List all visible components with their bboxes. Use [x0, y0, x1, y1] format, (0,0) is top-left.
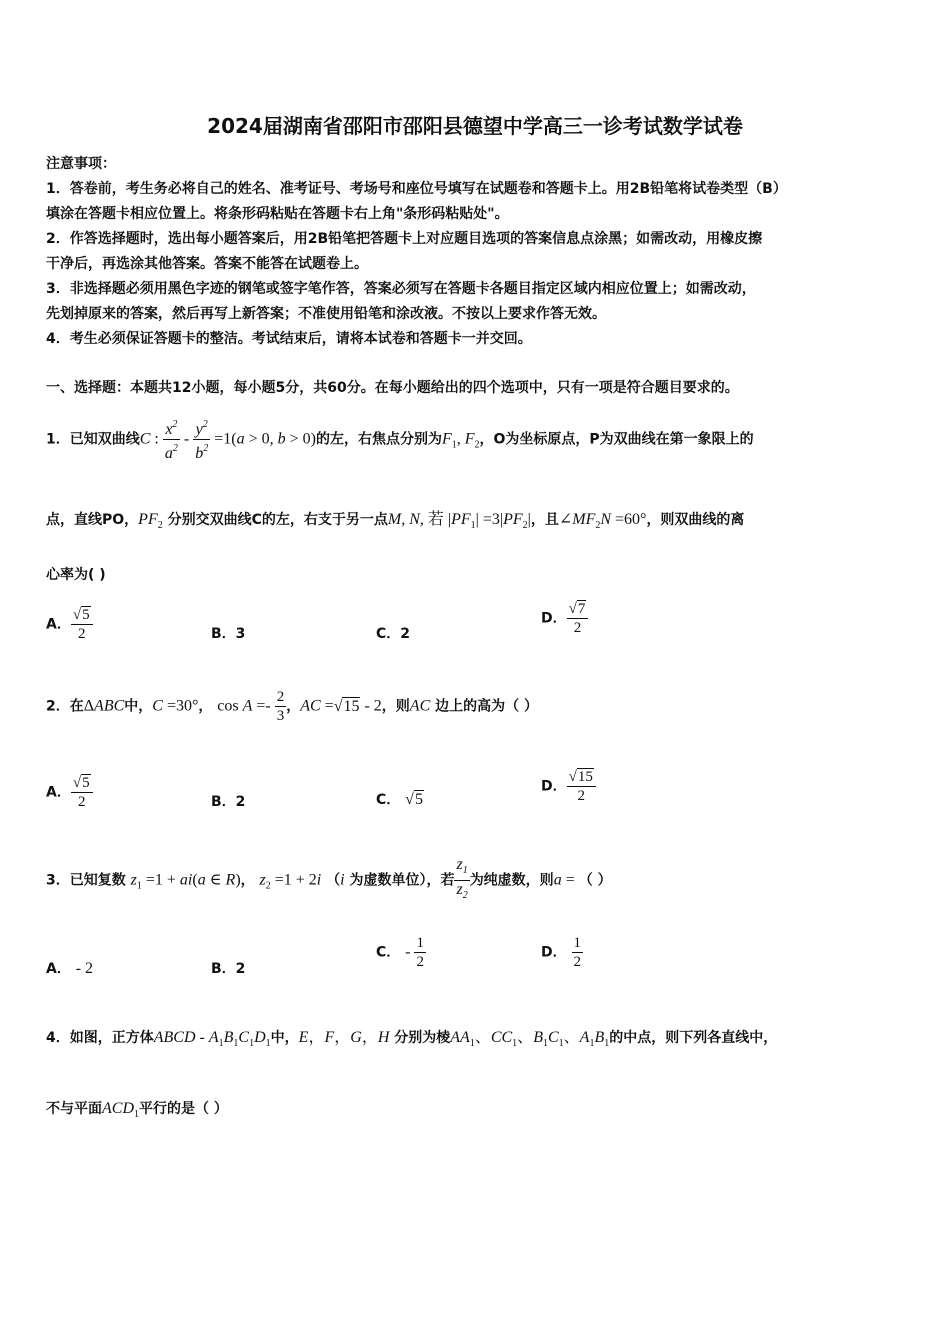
q2-option-c[interactable]: C． √5 [376, 791, 423, 808]
question-4-line-1: 4．如图，正方体ABCD - $A_1B_1C_1D_1$中，E，F，G，H 分别为棱$AA_1$、$CC_1$、$B_1C_1$、$A_1B_1$的中点，则下列各直线中， [46, 1029, 778, 1049]
q3-option-a[interactable]: A． - 2 [46, 960, 94, 977]
notice-heading: 注意事项： [46, 156, 116, 172]
notice-line-4: 干净后，再选涂其他答案。答案不能答在试题卷上。 [46, 256, 368, 272]
notice-line-7: 4．考生必须保证答题卡的整洁。考试结束后，请将本试卷和答题卡一并交回。 [46, 331, 532, 347]
q2-option-d[interactable]: D． $\frac{√15}{2}$ [541, 768, 596, 805]
question-1-line-2: 点，直线PO，$PF_2$ 分别交双曲线C的左，右支于另一点M, N, 若 $|PF_1| =3|PF_2|$，且$\angle MF_2N =60^\circ$，则双曲线的离 [46, 511, 745, 531]
q1-option-a[interactable]: A． $\frac{√5}{2}$ [46, 606, 93, 643]
q1-option-c[interactable]: C．2 [376, 626, 411, 642]
notice-line-1: 1．答卷前，考生务必将自己的姓名、准考证号、考场号和座位号填写在试题卷和答题卡上。用2B铅笔将试卷类型（B） [46, 181, 787, 197]
question-3-line-1: 3．已知复数 $z_1 =1 + ai(a$ ∈ R)， $z_2 =1 + 2i$ （i 为虚数单位），若 $\frac{z_1}{z_2}$ 为纯虚数，则a = （ ） [46, 856, 612, 901]
q3-option-c[interactable]: C． - $\frac{1}{2}$ [376, 935, 424, 970]
q3-option-b[interactable]: B．2 [211, 961, 246, 977]
question-1-line-3: 心率为( ) [46, 567, 106, 583]
notice-line-6: 先划掉原来的答案，然后再写上新答案；不准使用铅笔和涂改液。不按以上要求作答无效。 [46, 306, 606, 322]
q3-option-d[interactable]: D． $\frac{1}{2}$ [541, 935, 581, 970]
page-title: 2024届湖南省邵阳市邵阳县德望中学高三一诊考试数学试卷 [207, 114, 743, 138]
notice-line-2: 填涂在答题卡相应位置上。将条形码粘贴在答题卡右上角"条形码粘贴处"。 [46, 206, 509, 222]
notice-line-5: 3．非选择题必须用黑色字迹的钢笔或签字笔作答，答案必须写在答题卡各题目指定区域内相应位置上；如需改动， [46, 281, 756, 297]
q1-option-d[interactable]: D． $\frac{√7}{2}$ [541, 600, 588, 637]
q1-option-b[interactable]: B．3 [211, 626, 246, 642]
question-1-line-1: 1．已知双曲线C : $\frac{x^2}{a^2}$ - $\frac{y^2}{b^2}$ =1(a > 0, b > 0)的左，右焦点分别为$F_1$, $F_2$，O为坐标原点，P为双曲线在第一象限上的 [46, 416, 754, 463]
q2-option-b[interactable]: B．2 [211, 794, 246, 810]
section-heading: 一、选择题：本题共12小题，每小题5分，共60分。在每小题给出的四个选项中，只有一项是符合题目要求的。 [46, 380, 739, 396]
question-4-line-2: 不与平面$ACD_1$平行的是（ ） [46, 1100, 228, 1120]
question-2-line-1: 2．在ΔABC中，C =30°， cos A =- $\frac{2}{3}$ ，AC =√15 - 2，则AC 边上的高为（ ） [46, 689, 538, 724]
notice-line-3: 2．作答选择题时，选出每小题答案后，用2B铅笔把答题卡上对应题目选项的答案信息点涂黑；如需改动，用橡皮擦 [46, 231, 763, 247]
q2-option-a[interactable]: A． $\frac{√5}{2}$ [46, 774, 93, 811]
